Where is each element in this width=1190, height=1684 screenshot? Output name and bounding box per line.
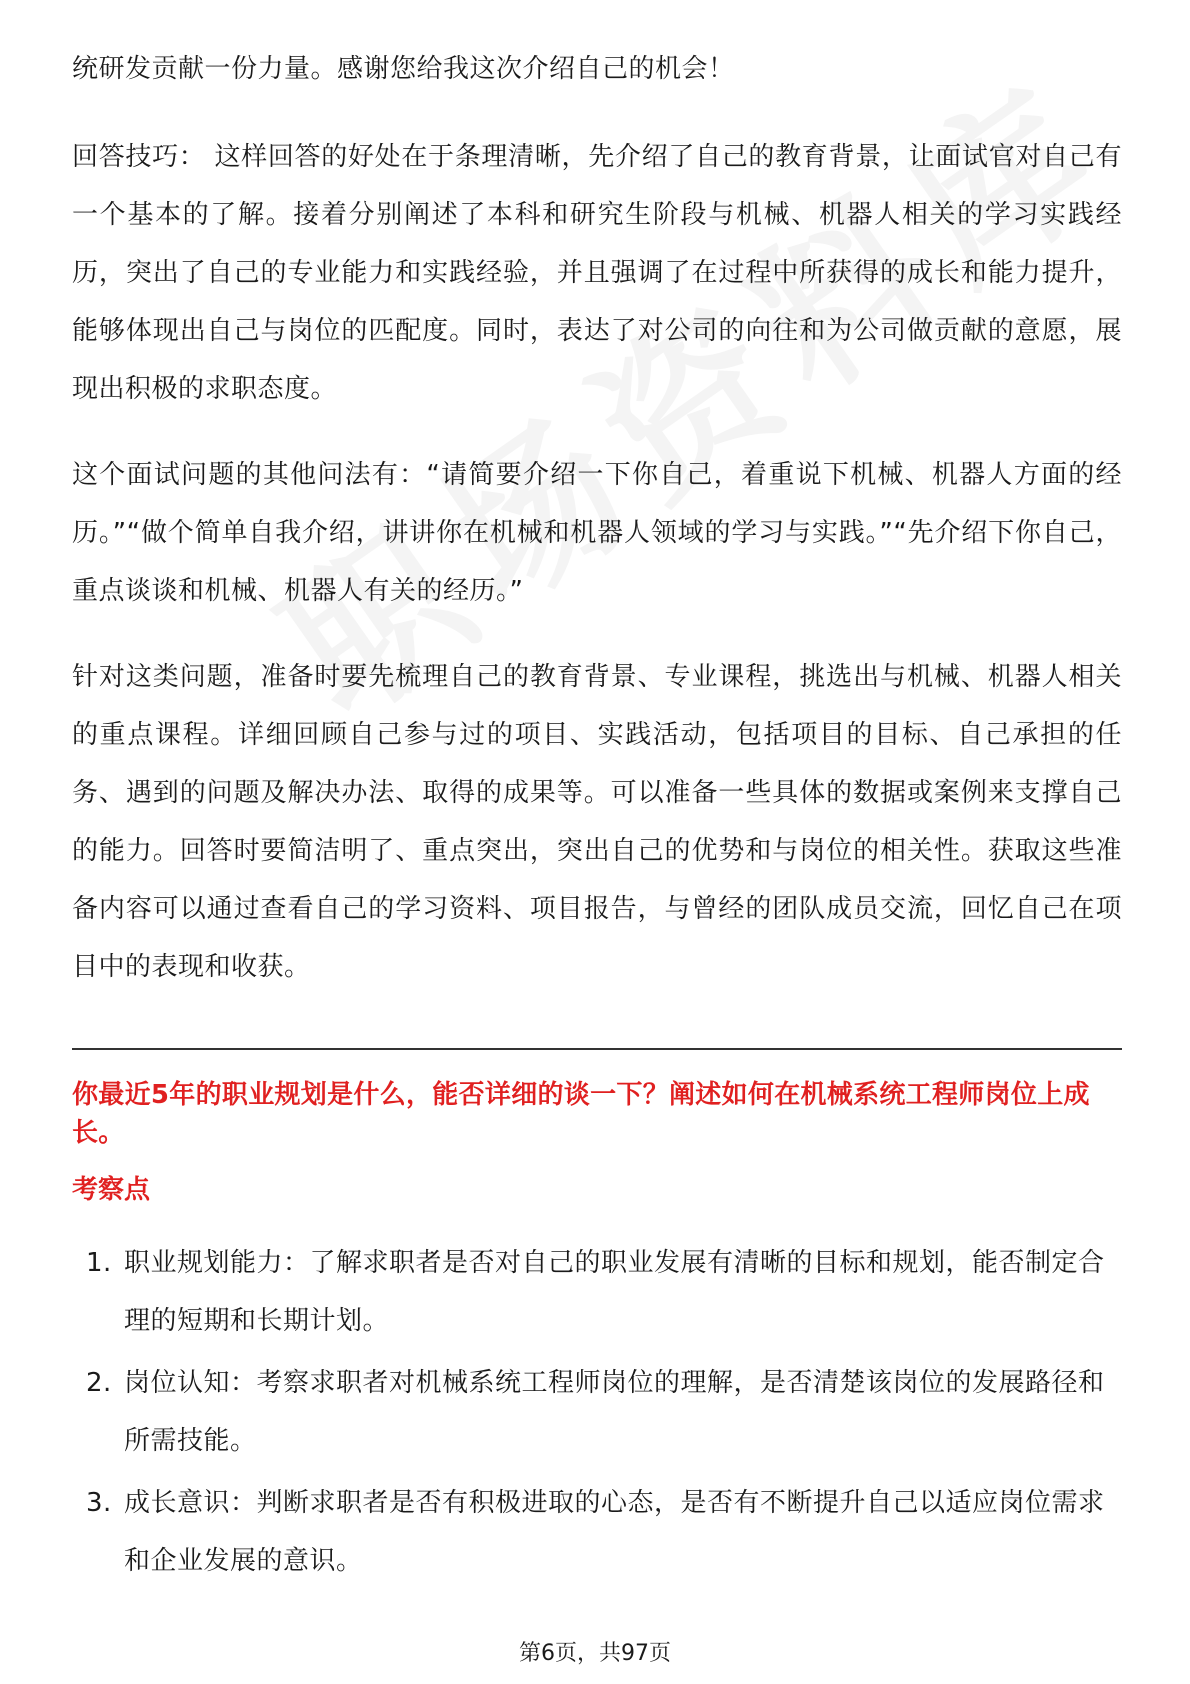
preparation-paragraph: 针对这类问题，准备时要先梳理自己的教育背景、专业课程，挑选出与机械、机器人相关的重点课程。详细回顾自己参与过的项目、实践活动，包括项目的目标、自己承担的任务、遇到的问题及解决办法、取得的成果等。可以准备一些具体的数据或案例来支撑自己的能力。回答时要简洁明了、重点突出，突出自己的优势和与岗位的相关性。获取这些准备内容可以通过查看自己的学习资料、项目报告，与曾经的团队成员交流，回忆自己在项目中的表现和收获。 <box>72 662 1122 982</box>
section-divider <box>72 1048 1122 1050</box>
list-item-text: 职业规划能力：了解求职者是否对自己的职业发展有清晰的目标和规划，能否制定合理的短期和长期计划。 <box>124 1248 1105 1336</box>
other-phrasings-paragraph: 这个面试问题的其他问法有：“请简要介绍一下你自己，着重说下机械、机器人方面的经历。”“做个简单自我介绍，讲讲你在机械和机器人领域的学习与实践。”“先介绍下你自己，重点谈谈和机械、机器人有关的经历。” <box>72 460 1122 606</box>
list-item-text: 岗位认知：考察求职者对机械系统工程师岗位的理解，是否清楚该岗位的发展路径和所需技能。 <box>124 1368 1105 1456</box>
list-item <box>72 1354 1122 1470</box>
section-label: 考察点 <box>72 1175 151 1205</box>
list-item-number: 1. <box>86 1248 112 1278</box>
page-footer: 第6页，共97页 <box>519 1641 671 1666</box>
question-heading: 你最近5年的职业规划是什么，能否详细的谈一下？阐述如何在机械系统工程师岗位上成长。 <box>72 1080 1090 1148</box>
evaluation-points-list <box>72 1234 1122 1590</box>
intro-tail-paragraph: 统研发贡献一份力量。感谢您给我这次介绍自己的机会！ <box>72 54 735 84</box>
answer-tips-paragraph: 回答技巧： 这样回答的好处在于条理清晰，先介绍了自己的教育背景，让面试官对自己有一个基本的了解。接着分别阐述了本科和研究生阶段与机械、机器人相关的学习实践经历，突出了自己的专业能力和实践经验，并且强调了在过程中所获得的成长和能力提升，能够体现出自己与岗位的匹配度。同时，表达了对公司的向往和为公司做贡献的意愿，展现出积极的求职态度。 <box>72 142 1122 404</box>
list-item <box>72 1474 1122 1590</box>
list-item-number: 2. <box>86 1368 112 1398</box>
list-item <box>72 1234 1122 1350</box>
content <box>72 40 1122 1594</box>
list-item-text: 成长意识：判断求职者是否有积极进取的心态，是否有不断提升自己以适应岗位需求和企业发展的意识。 <box>124 1488 1105 1576</box>
list-item-number: 3. <box>86 1488 112 1518</box>
